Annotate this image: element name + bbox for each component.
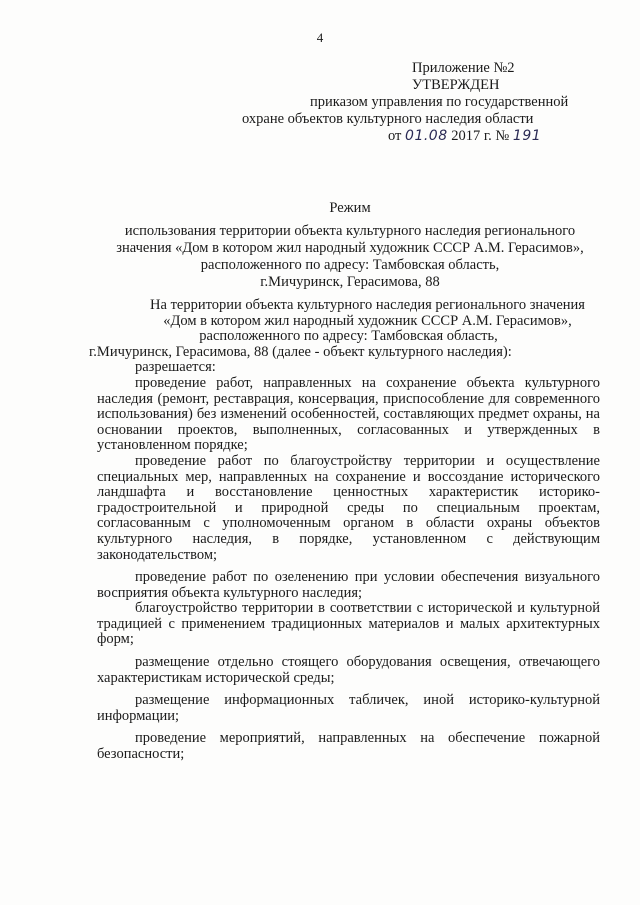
title-line: г.Мичуринск, Герасимова, 88 <box>260 274 440 290</box>
title-line: использования территории объекта культурного наследия регионального <box>124 223 576 239</box>
list-item: размещение информационных табличек, иной историко-культурной информации; <box>97 692 600 724</box>
permitted-label: разрешается: <box>135 359 216 376</box>
page-number: 4 <box>316 30 324 45</box>
title-line: расположенного по адресу: Тамбовская область, <box>200 257 500 273</box>
handwritten-order-number: 191 <box>512 128 542 144</box>
intro-line: «Дом в котором жил народный художник СССР А.М. Герасимов», <box>163 312 572 329</box>
intro-line: На территории объекта культурного наследия регионального значения <box>150 297 585 313</box>
document-title <box>90 200 610 291</box>
intro-line: г.Мичуринск, Герасимова, 88 (далее - объект культурного наследия): <box>89 343 512 360</box>
appendix-label: Приложение №2 <box>412 60 515 76</box>
order-line-2: охране объектов культурного наследия области <box>242 111 534 127</box>
order-date-line <box>230 128 610 145</box>
order-line-1: приказом управления по государственной <box>310 94 569 110</box>
approved-label: УТВЕРЖДЕН <box>412 77 500 93</box>
list-item: проведение работ по озеленению при условии обеспечения визуального восприятия объекта культурного наследия; <box>97 569 600 601</box>
list-item: благоустройство территории в соответствии с исторической и культурной традицией с применением традиционных материалов и малых архитектурных форм; <box>97 600 600 648</box>
document-body <box>89 297 600 763</box>
order-year-number: 2017 г. № <box>451 128 510 144</box>
list-item: проведение мероприятий, направленных на обеспечение пожарной безопасности; <box>97 730 600 763</box>
list-item: проведение работ, направленных на сохранение объекта культурного наследия (ремонт, реставрация, консервация, приспособление для современного использования) без изменений особенностей, составляющих предмет охраны, на основании проектов, выполненных, согласованных и утвержденных в установленном порядке; <box>97 374 600 454</box>
title-heading: Режим <box>329 200 371 216</box>
list-item: проведение работ по благоустройству территории и осуществление специальных мер, направленных на сохранение и воссоздание исторического ландшафта и восстановление ценностных характеристик историко-градостроительной и природной среды по специальным проектам, согласованным с уполномоченным органом в области охраны объектов культурного наследия, в порядке, установленном с действующим законодательством; <box>97 452 600 563</box>
intro-paragraph <box>89 297 600 376</box>
intro-line: расположенного по адресу: Тамбовская область, <box>199 328 498 345</box>
handwritten-date: 01.08 <box>405 128 448 144</box>
list-item: размещение отдельно стоящего оборудования освещения, отвечающего характеристикам исторической среды; <box>97 654 600 686</box>
title-line: значения «Дом в котором жил народный художник СССР А.М. Герасимов», <box>116 240 584 256</box>
date-prefix: от <box>388 128 402 144</box>
approval-stamp-block <box>230 60 610 145</box>
